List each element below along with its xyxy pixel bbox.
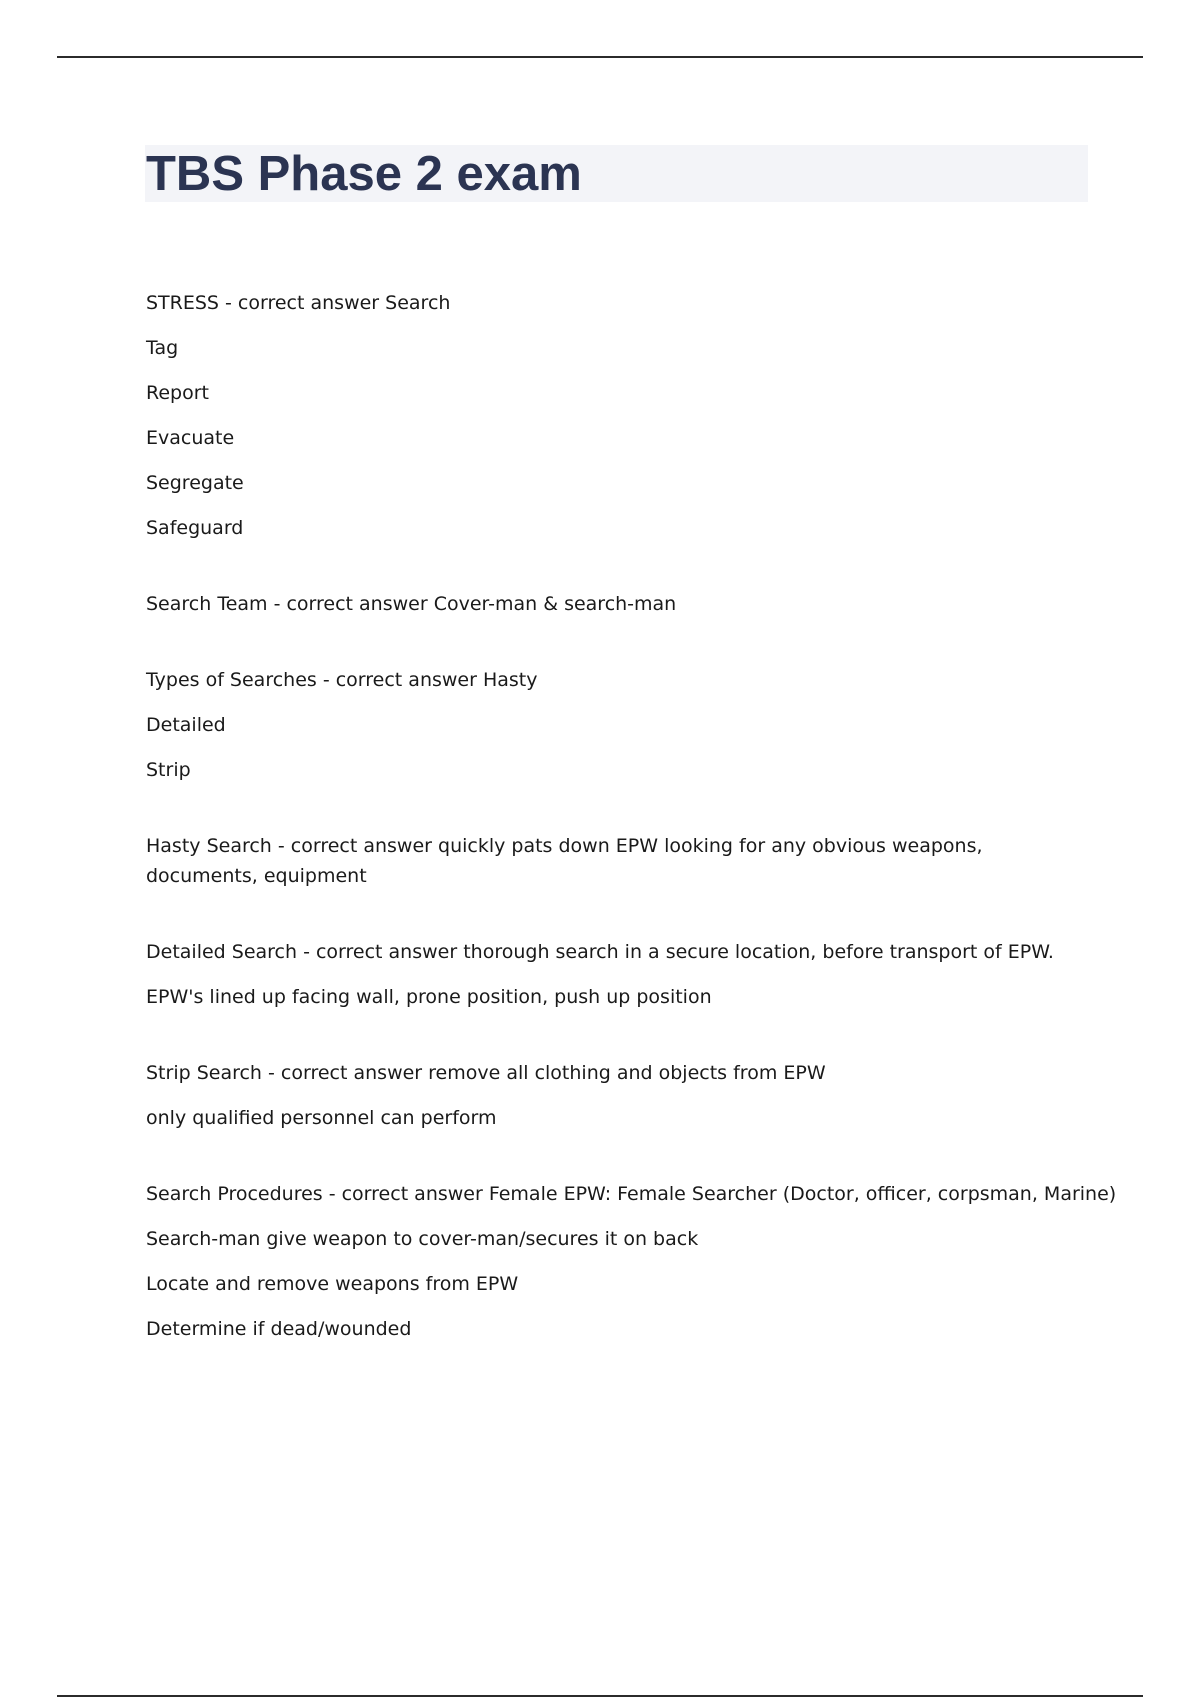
entry-line: STRESS - correct answer Search: [146, 292, 451, 314]
entry-line: Tag: [146, 337, 179, 359]
entry-line: Locate and remove weapons from EPW: [146, 1273, 519, 1295]
qa-entry-search-procedures: [146, 1179, 1117, 1344]
entry-line: Detailed Search - correct answer thorough search in a secure location, before transport of EPW.: [146, 941, 1054, 963]
document-body: [146, 288, 1117, 1390]
entry-line: Strip Search - correct answer remove all clothing and objects from EPW: [146, 1062, 826, 1084]
entry-line: only qualified personnel can perform: [146, 1107, 497, 1129]
entry-line: Types of Searches - correct answer Hasty: [146, 669, 538, 691]
qa-entry-stress: [146, 288, 1081, 543]
entry-line: Hasty Search - correct answer quickly pats down EPW looking for any obvious weapons, documents, equipment: [146, 835, 983, 887]
header-rule: [57, 56, 1143, 58]
entry-line: Determine if dead/wounded: [146, 1318, 412, 1340]
entry-line: Evacuate: [146, 427, 235, 449]
qa-entry-detailed-search: [146, 937, 1081, 1012]
qa-entry-types-of-searches: [146, 665, 1081, 785]
entry-line: Report: [146, 382, 209, 404]
qa-entry-hasty-search: [146, 831, 1081, 891]
entry-line: Search-man give weapon to cover-man/secures it on back: [146, 1228, 699, 1250]
entry-line: Search Team - correct answer Cover-man & search-man: [146, 593, 677, 615]
page-title: TBS Phase 2 exam: [146, 147, 582, 201]
entry-line: Strip: [146, 759, 191, 781]
entry-line: Segregate: [146, 472, 244, 494]
footer-rule: [57, 1695, 1143, 1697]
entry-line: EPW's lined up facing wall, prone position, push up position: [146, 986, 712, 1008]
entry-line: Detailed: [146, 714, 226, 736]
entry-line: Safeguard: [146, 517, 244, 539]
qa-entry-strip-search: [146, 1058, 1081, 1133]
qa-entry-search-team: [146, 589, 1081, 619]
entry-line: Search Procedures - correct answer Female EPW: Female Searcher (Doctor, officer, corpsman, Marine): [146, 1183, 1117, 1205]
